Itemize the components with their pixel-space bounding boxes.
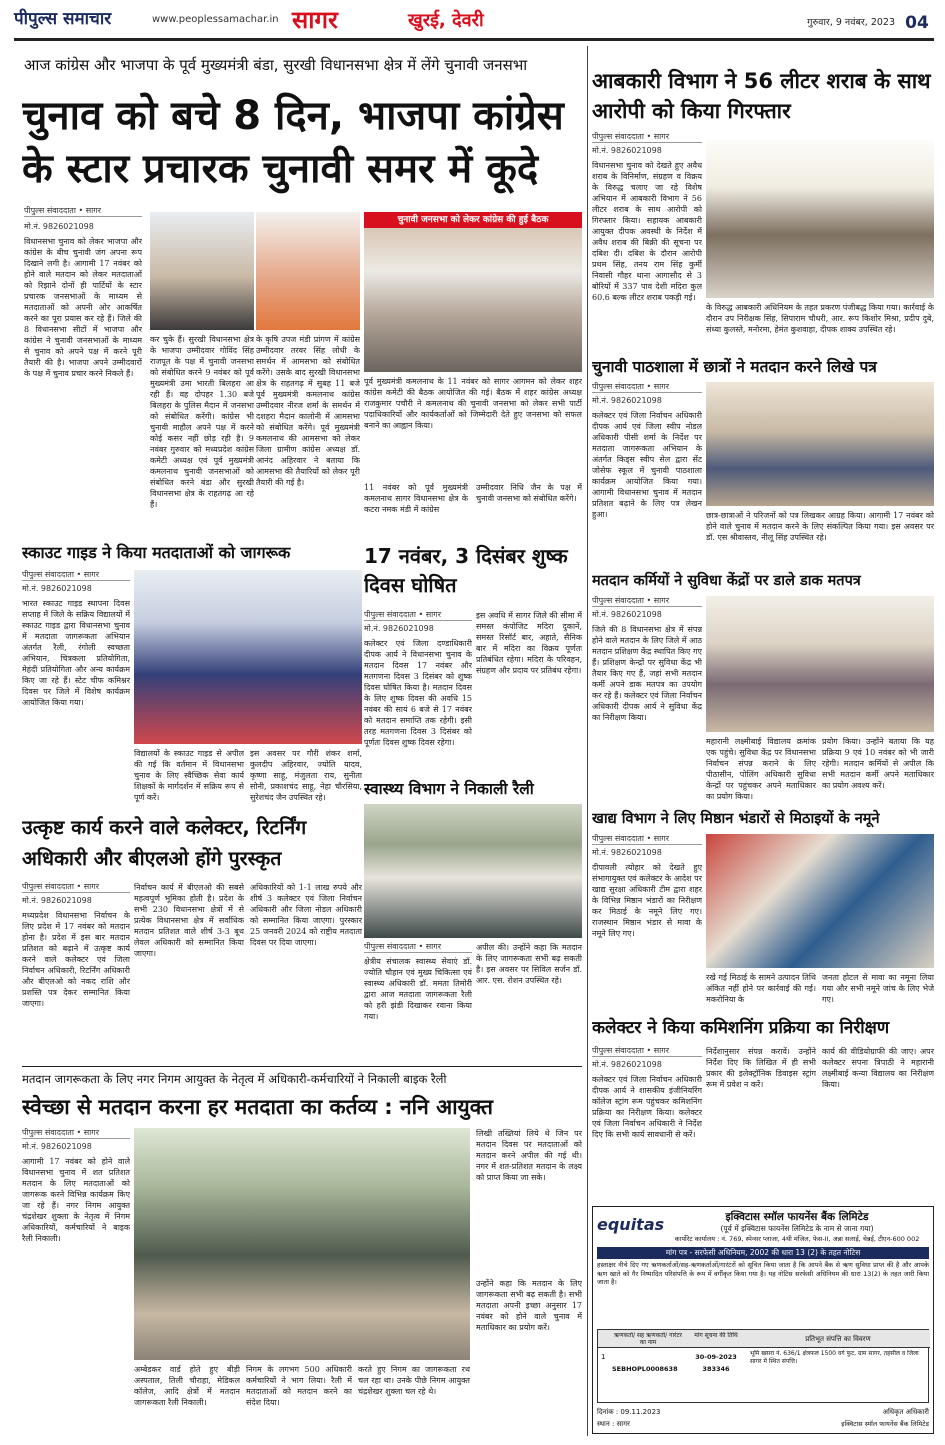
city: सागर xyxy=(653,132,670,141)
city: सागर xyxy=(653,1046,670,1055)
a10-col2: निर्देशानुसार संपन्न करावें। उन्होंने निर्देश दिए कि लिखित में ही सभी प्रकार की इलेक्ट्रॉनिक डिवाइस स्ट्रांग रूम में प्रवेश न करें। xyxy=(706,1047,816,1089)
a8-col1: मध्यप्रदेश विधानसभा निर्वाचन के लिए प्रदेश में 17 नवंबर को मतदान होना है। प्रदेश में इस बार मतदान प्रतिशत को बढ़ाने में उत्कृष्ट कार्य करने वाले कलेक्टर एवं जिला निर्वाचन अधिकारी, रिटर्निंग अधिकारी और बीएलओ को नकद राशि और प्रशस्ति पत्र देकर सम्मानित किया जाएगा। xyxy=(22,911,130,1008)
a1-photo-caption: चुनावी जनसभा को लेकर कांग्रेस की हुई बैठक xyxy=(364,212,582,228)
a1-col1: विधानसभा चुनाव को लेकर भाजपा और कांग्रेस के बीच चुनावी जंग अपना रूप दिखाने लगी है। आगामी 17 नवंबर को होने वाले मतदान को लेकर मतदाताओं को रिझाने दोनों ही पार्टियों के स्टार प्रचारक जनसभाओं के माध्यम से मतदाताओं को अपनी ओर आकर्षित करने का पूरा प्रयास कर रहे हैं। जिले की 8 विधानसभा सीटों में भाजपा और कांग्रेस ने चुनावी जनसभाओं के माध्यम से चुनाव को अपने पक्ष में करने पूरी तैयारी की है। भाजपा अपने उम्मीदवारों के पक्ष में चुनाव प्रचार करने निकले हैं। xyxy=(24,237,142,378)
a3-caption: छात्र-छात्राओं ने परिजनों को पत्र लिखकर आग्रह किया। आगामी 17 नवंबर को होने वाले चुनाव में मतदान करने के लिए संकल्पित किया गया। इस अवसर पर डॉ. एस श्रीवास्तव, नीलू सिंह उपस्थित रहे। xyxy=(706,511,934,542)
byline: पीपुल्स संवाददाता xyxy=(24,206,76,215)
a1-col4: पूर्व मुख्यमंत्री कमलनाथ के 11 नवंबर को सागर आगमन को लेकर शहर कांग्रेस कमेटी की बैठक आयोजित की गई। बैठक में शहर कांग्रेस अध्यक्ष राजकुमार पचौरी ने कमलनाथ की चुनावी जनसभा को लेकर सभी पार्टी पदाधिकारियों और कार्यकर्ताओं को जिम्मेदारी देते हुए जनसभा को सफल बनाने का आह्वान किया। xyxy=(364,377,582,430)
city: सागर xyxy=(83,1128,100,1137)
uma-bharti-photo xyxy=(256,212,360,330)
a5-byline: पीपुल्स संवाददाता • सागर xyxy=(364,610,472,621)
ad-address: कार्पोरेट कार्यालय : नं. 769, स्पेन्सर प्लाजा, 4थी मंजिल, फेस-II, अन्ना सलाई, चेन्नई, टीएन-600 002 xyxy=(674,1235,920,1243)
ad-date: दिनांक : 09.11.2023 xyxy=(597,1408,661,1416)
a11-headline: स्वेच्छा से मतदान करना हर मतदाता का कर्तव्य : ननि आयुक्त xyxy=(22,1095,493,1119)
ad-signatory-bank: इक्विटास स्मॉल फायनेंस बैंक लिमिटेड xyxy=(841,1420,929,1428)
ad-th-date: मांग सूचना की तिथि xyxy=(694,1332,738,1339)
ad-th-borrower: ऋणकर्ता/ सह ऋणकर्ता/ गारंटर का नाम xyxy=(614,1332,682,1346)
a4-col2: विद्यालयों के स्काउट गाइड से अपील की गई कि वर्तमान में विधानसभा चुनाव के लिए स्वैच्छिक सेवा कार्य शिक्षकों के मार्गदर्शन में सक्रिय रूप से पूर्ण करें। xyxy=(134,749,244,802)
students-letters-photo xyxy=(706,382,934,506)
section-divider xyxy=(22,1066,582,1067)
congress-meeting-photo xyxy=(364,228,582,372)
a11-byline: पीपुल्स संवाददाता • सागर xyxy=(22,1128,130,1139)
a4-headline: स्काउट गाइड ने किया मतदाताओं को जागरूक xyxy=(22,543,291,562)
a9-byline: पीपुल्स संवाददाता • सागर xyxy=(364,942,472,953)
a1-col3: के कृषि उपज मंडी प्रांगण में कांग्रेस उम्मीदवार तरवर सिंह लोधी के समर्थन में आमसभा को संबोधित करेंगे। उसके बाद सुरखी विधानसभा क्षेत्र के राहतगढ़ में सुबह 11 बजे पूर्व मुख्यमंत्री कमलनाथ कांग्रेस उम्मीदवार नीरज शर्मा के समर्थन में दशहरा मैदान कालोनी में आमसभा को संबोधित करेंगे। पूर्व मुख्यमंत्री कमलनाथ की आमसभा को लेकर जिला ग्रामीण कांग्रेस अध्यक्ष डॉ. आनंद अहिरवार ने बताया कि आमसभा की तैयारियों को लेकर पूरी तैयारी की गई है। xyxy=(256,335,360,487)
a7-body: दीपावली त्योहार को देखते हुए संभागायुक्त एवं कलेक्टर के आदेश पर खाद्य सुरक्षा अधिकारी टीम द्वारा शहर के विभिन्न मिष्ठान भंडारों का निरीक्षण कर मिठाई के नमूने लिए गए। राजस्थान मिष्ठान भंडार से मावा के नमूने लिए गए। xyxy=(592,863,702,938)
a10-byline: पीपुल्स संवाददाता • सागर xyxy=(592,1046,702,1057)
a10-mobile: मो.नं. 9826021098 xyxy=(592,1060,662,1069)
bank-notice-ad xyxy=(592,1206,934,1434)
a4-body: भारत स्काउट गाइड स्थापना दिवस सप्ताह में जिले के सक्रिय विद्यालयों में स्काउट गाइड द्वारा विधानसभा चुनाव में मतदाता जागरूकता अभियान अंतर्गत रैली, रंगोली स्वच्छता अभियान, चित्रकला प्रतियोगिता, मेहंदी प्रतियोगिता और अन्य कार्यक्रम किए जा रहे हैं। स्टेट चीफ कमिश्नर दिवस पर जिले में विशेष कार्यक्रम आयोजित किया गया। xyxy=(22,599,130,707)
byline: पीपुल्स संवाददाता xyxy=(364,610,416,619)
a7-col2: रखे गई मिठाई के सामने उत्पादन तिथि अंकित नहीं होने पर कार्रवाई की गई। मकरोनिया के xyxy=(706,973,816,1004)
a4-col3: इस अवसर पर गौरी शंकर शर्मा, कुलदीप अहिरवार, ज्योति यादव, कृष्णा साहू, मंजुलता राय, सुनीता सोनी, प्रकाशचंद साहू, नेहा चौरसिया, सुरेशचंद जैन उपस्थित रहे। xyxy=(250,749,362,802)
city: सागर xyxy=(653,596,670,605)
byline: पीपुल्स संवाददाता xyxy=(592,834,644,843)
masthead-rule xyxy=(14,38,934,41)
a11-col6: उन्होंने कहा कि मतदान के लिए जागरूकता सभी बढ़ सकती है। सभी मतदाता अपनी इच्छा अनुसार 17 नवंबर को होने वाले चुनाव में मताधिकार का प्रयोग करें। xyxy=(476,1279,582,1332)
a8-col3: अधिकारियों को 1-1 लाख रुपये और शीर्ष 3 कलेक्टर एवं जिला निर्वाचन अधिकारी और जिला नोडल अधिकारी को सम्मानित किया जाएगा। पुरस्कार 25 जनवरी 2024 को राष्ट्रीय मतदाता दिवस पर दिया जाएगा। xyxy=(250,883,362,947)
a5-col1: कलेक्टर एवं जिला दण्डाधिकारी दीपक आर्य ने विधानसभा चुनाव के मतदान दिवस 17 नवंबर और मतगणना दिवस 3 दिसंबर को शुष्क दिवस घोषित किया है। मतदान दिवस के लिए शुष्क दिवस की अवधि 15 नवंबर की सायं 6 बजे से 17 नवंबर को मतदान समाप्ति तक रहेगी। इसी तरह मतगणना दिवस 3 दिसंबर को पूर्णतः दिवस शुष्क दिवस रहेगा। xyxy=(364,639,472,747)
section-name: सागर xyxy=(292,6,338,34)
a9-body: क्षेत्रीय संचालक स्वास्थ्य सेवाएं डॉ. ज्योति चौहान एवं मुख्य चिकित्सा एवं स्वास्थ्य अधिकारी डॉ. ममता तिमोरी द्वारा आज मतदाता जागरूकता रैली को हरी झंडी दिखाकर रवाना किया गया। xyxy=(364,957,472,1021)
a5-mobile: मो.नं. 9826021098 xyxy=(364,624,434,633)
a8-byline: पीपुल्स संवाददाता • सागर xyxy=(22,882,130,893)
byline: पीपुल्स संवाददाता xyxy=(592,382,644,391)
a9-col2: अपील की। उन्होंने कहा कि मतदान के लिए जागरूकता सभी बढ़ सकती है। इस अवसर पर सिविल सर्जन डॉ. आर. एस. रोशन उपस्थित रहे। xyxy=(476,943,582,985)
a7-col3: जनता होटल से मावा का नमूना लिया गया और सभी नमूने जांच के लिए भेजे गए। xyxy=(822,973,934,1004)
ad-row-date: 30-09-2023 xyxy=(695,1353,737,1361)
a11-col1: आगामी 17 नवंबर को होने वाले विधानसभा चुनाव में शत प्रतिशत मतदान के लिए मतदाताओं को जागरूक करने विभिन्न कार्यक्रम किए जा रहे हैं। नगर निगम आयुक्त चंद्रशेखर शुक्ला के नेतृत्व में निगम अधिकारियों, कर्मचारियों ने बाइक रैली निकाली। xyxy=(22,1157,130,1243)
ad-row-property: भूमि खसरा नं. 636/1 क्षेत्रफल 1500 वर्ग फुट, ग्राम सागर, तहसील व जिला सागर में स्थित संपत्ति। xyxy=(750,1350,919,1365)
byline: पीपुल्स संवाददाता xyxy=(592,132,644,141)
byline: पीपुल्स संवाददाता xyxy=(592,596,644,605)
subsection-name: खुरई, देवरी xyxy=(408,10,484,31)
postal-ballot-photo xyxy=(706,596,934,732)
ad-body: हस्ताक्षर नीचे दिए गए ऋणकर्ताओं/सह-ऋणकर्ताओं/गारंटरों को सूचित किया जाता है कि आपने बैंक से ऋण सुविधा प्राप्त की है और आपके ऋण खाते को गैर निष्पादित परिसंपत्ति के रूप में वर्गीकृत किया गया है। यह नोटिस सरफेसी अधिनियम की धारा 13(2) के तहत जारी किया जाता है। xyxy=(597,1261,929,1286)
a3-byline: पीपुल्स संवाददाता • सागर xyxy=(592,382,702,393)
scout-guide-photo xyxy=(134,570,362,744)
a6-col3: प्रयोग किया। उन्होंने बताया कि यह प्रक्रिया 9 एवं 10 नवंबर को भी जारी रहेगी। मतदान कर्मियों से अपील कि सभी मतदान कर्मी अपने मताधिकार का प्रयोग अवश्य करें। xyxy=(822,737,934,790)
byline: पीपुल्स संवाददाता xyxy=(22,1128,74,1137)
a11-col2: अम्बेडकर वार्ड होते हुए बीड़ी अस्पताल, तिली चौराहा, मेडिकल कॉलेज, आदि क्षेत्रों में मतदान जागरूकता रैली निकाली। xyxy=(134,1365,240,1407)
ad-table xyxy=(597,1329,929,1403)
a2-headline: आबकारी विभाग ने 56 लीटर शराब के साथ आरोपी को किया गिरफ्तार xyxy=(592,69,931,123)
city: सागर xyxy=(425,942,442,951)
ad-th-property: प्रतिभूत संपत्ति का विवरण xyxy=(805,1335,871,1343)
byline: पीपुल्स संवाददाता xyxy=(364,942,416,951)
ad-place: स्थान : सागर xyxy=(597,1420,630,1428)
a6-col2: महारानी लक्ष्मीबाई विद्यालय क्रमांक एक पहुंचे। सुविधा केंद्र पर विधानसभा निर्वाचन संपन्न कराने के लिए पीठासीन, पोलिंग अधिकारी सुविधा केन्द्रों पर पहुंचकर अपने मताधिकार का प्रयोग किया। xyxy=(706,737,816,800)
a8-mobile: मो.नं. 9826021098 xyxy=(22,896,92,905)
city: सागर xyxy=(83,570,100,579)
a10-body: कलेक्टर एवं जिला निर्वाचन अधिकारी दीपक आर्य ने शासकीय इंजीनियरिंग कॉलेज स्ट्रांग रूम पहुंचकर कमिशनिंग प्रक्रिया का निरीक्षण किया। कलेक्टर एवं जिला निर्वाचन अधिकारी ने निर्देश दिए कि सभी कार्य सावधानी से करें। xyxy=(592,1075,702,1139)
column-rule xyxy=(587,46,588,1436)
equitas-logo: equitas xyxy=(597,1215,665,1234)
a1-col5: 11 नवंबर को पूर्व मुख्यमंत्री कमलनाथ सागर विधानसभा क्षेत्र के कटरा नमक मंडी में कांग्रेस xyxy=(364,483,468,514)
ad-row-number: 1 xyxy=(601,1353,606,1361)
a6-headline: मतदान कर्मियों ने सुविधा केंद्रों पर डाले डाक मतपत्र xyxy=(592,573,861,589)
health-rally-photo xyxy=(364,804,582,938)
ad-row-amount: 383346 xyxy=(702,1365,730,1373)
a3-headline: चुनावी पाठशाला में छात्रों ने मतदान करने लिखे पत्र xyxy=(592,358,877,376)
a3-mobile: मो.नं. 9826021098 xyxy=(592,396,662,405)
byline: पीपुल्स संवाददाता xyxy=(22,570,74,579)
ad-notice-title: मांग पत्र - सरफेसी अधिनियम, 2002 की धारा 13 (2) के तहत नोटिस xyxy=(597,1247,929,1259)
a7-byline: पीपुल्स संवाददाता • सागर xyxy=(592,834,702,845)
byline: पीपुल्स संवाददाता xyxy=(592,1046,644,1055)
a8-headline: उत्कृष्ट कार्य करने वाले कलेक्टर, रिटर्निंग अधिकारी और बीएलओ होंगे पुरस्कृत xyxy=(22,816,307,870)
a11-col4: करते हुए निगम का जागरूकता रथ चल रहा था। उनके पीछे निगम आयुक्त चंद्रशेखर शुक्ला चल रहे थे। xyxy=(358,1365,470,1396)
city: सागर xyxy=(85,206,102,215)
a2-body: विधानसभा चुनाव को देखते हुए अवैध शराब के विनिर्माण, संग्रहण व विक्रय के विरुद्ध चलाए जा रहे विशेष अभियान में आबकारी विभाग ने 56 लीटर शराब के साथ आरोपी को गिरफ्तार किया। सहायक आबकारी आयुक्त दीपक अवस्थी के निर्देश में अवैध शराब की बिक्री की सूचना पर दबिश दी। दबिश के दौरान आरोपी प्रथम सिंह, तनय राम सिंह कुर्मी निवासी गौहर थाना आगासौद से 3 बोरियों में 337 पाव देशी मदिरा कुल 60.6 बल्क लीटर शराब पकड़ी गई। xyxy=(592,161,702,302)
sweets-sampling-photo xyxy=(706,834,934,968)
issue-date: गुरुवार, 9 नवंबर, 2023 xyxy=(807,17,895,28)
ad-row-account: SEBHOPL0008638 xyxy=(612,1365,678,1373)
a7-mobile: मो.नं. 9826021098 xyxy=(592,848,662,857)
a5-headline: 17 नवंबर, 3 दिसंबर शुष्क दिवस घोषित xyxy=(364,544,568,597)
a2-byline: पीपुल्स संवाददाता • सागर xyxy=(592,132,702,143)
a1-byline: पीपुल्स संवाददाता • सागर xyxy=(24,206,142,217)
a7-headline: खाद्य विभाग ने लिए मिष्ठान भंडारों से मिठाइयों के नमूने xyxy=(592,811,880,827)
city: सागर xyxy=(425,610,442,619)
a11-kicker: मतदान जागरूकता के लिए नगर निगम आयुक्त के नेतृत्व में अधिकारी-कर्मचारियों ने निकाली बाइक रैली xyxy=(22,1072,447,1086)
city: सागर xyxy=(83,882,100,891)
a9-headline: स्वास्थ्य विभाग ने निकाली रैली xyxy=(364,780,534,798)
a1-kicker: आज कांग्रेस और भाजपा के पूर्व मुख्यमंत्री बंडा, सुरखी विधानसभा क्षेत्र में लेंगे चुनावी जनसभा xyxy=(24,56,528,74)
a11-col3: निगम के लगभग 500 अधिकारी कर्मचारियों ने भाग लिया। रैली में मतदाताओं को मतदान करने का संदेश दिया। xyxy=(246,1365,352,1407)
masthead-url[interactable]: www.peoplessamachar.in xyxy=(152,14,279,25)
ad-title: इक्विटास स्मॉल फायनेंस बैंक लिमिटेड xyxy=(725,1211,869,1223)
a8-col2: निर्वाचन कार्य में बीएलओ की सबसे महत्वपूर्ण भूमिका होती है। प्रदेश के सभी 230 विधानसभा क्षेत्रों में से प्रत्येक विधानसभा क्षेत्र में सर्वाधिक मतदान प्रतिशत वाले शीर्ष 3-3 बूथ लेवल अधिकारी को सम्मानित किया जाएगा। xyxy=(134,883,244,958)
a11-col5: लिखी तख्तियां लिये थे जिन पर मतदान दिवस पर मतदाताओं को मतदान करने अपील की गई थी। नगर में शत-प्रतिशत मतदान के लक्ष्य को प्राप्त किया जा सके। xyxy=(476,1129,582,1182)
a11-mobile: मो.नं. 9826021098 xyxy=(22,1142,92,1151)
a4-mobile: मो.नं. 9826021098 xyxy=(22,584,92,593)
a6-byline: पीपुल्स संवाददाता • सागर xyxy=(592,596,702,607)
excise-arrest-photo xyxy=(706,140,934,298)
a1-col2: कर चुके हैं। सुरखी विधानसभा क्षेत्र के भाजपा उम्मीदवार गोविंद सिंह राजपूत के पक्ष में चुनावी जनसभा को संबोधित करने 9 नवंबर को पूर्व मुख्यमंत्री उमा भारती बिलहरा आ रही हैं। वह दोपहर 1.30 बजे बिलहरा के पुलिस मैदान में जनसभा को संबोधित करेंगी। कांग्रेस भी चुनावी माहौल अपने पक्ष में करने कोई कसर नहीं छोड़ रही है। 9 नवंबर गुरुवार को मध्यप्रदेश कांग्रेस कमेटी अध्यक्ष एवं पूर्व मुख्यमंत्री कमलनाथ चुनावी जनसभाओं को संबोधित करने बंडा और सुरखी विधानसभा क्षेत्र के राहतगढ़ आ रहे हैं। xyxy=(150,335,254,509)
city: सागर xyxy=(653,834,670,843)
a1-mobile: मो.नं. 9826021098 xyxy=(24,222,94,231)
a6-body: जिले की 8 विधानसभा क्षेत्र में संपन्न होने वाले मतदान के लिए जिले में आठ मतदान प्रशिक्षण केंद्र स्थापित किए गए हैं। प्रशिक्षण केन्द्रों पर सुविधा केंद्र भी तैयार किए गए हैं, जहां सभी मतदान कर्मी अपने डाक मतपत्र का उपयोग कर रहे हैं। कलेक्टर एवं जिला निर्वाचन अधिकारी दीपक आर्य ने सुविधा केंद्र का निरीक्षण किया। xyxy=(592,625,702,722)
bike-rally-photo xyxy=(134,1128,470,1360)
page-number: 04 xyxy=(905,13,929,33)
byline: पीपुल्स संवाददाता xyxy=(22,882,74,891)
a3-body: कलेक्टर एवं जिला निर्वाचन अधिकारी दीपक आर्य एवं जिला स्वीप नोडल अधिकारी पीसी शर्मा के निर्देश पर मतदाता जागरूकता अभियान के अंतर्गत किड्स स्वीप सेल द्वारा सेंट जोसेफ स्कूल में चुनावी पाठशाला कार्यक्रम आयोजित किया गया। आगामी विधानसभा चुनाव में मतदान प्रतिशत बढ़ाने के लिए पत्र लेखन हुआ। xyxy=(592,411,702,519)
a5-col2: इस अवधि में सागर जिले की सीमा में समस्त कंपोजिट मदिरा दुकानें, समस्त रिसॉर्ट बार, अहाते, सैनिक बार में मदिरा का विक्रय पूर्णतः प्रतिबंधित रहेगा। मदिरा के परिवहन, संग्रहण और प्रदाय पर प्रतिबंध रहेगा। xyxy=(476,611,582,675)
a1-col6: उम्मीदवार निधि जैन के पक्ष में चुनावी जनसभा को संबोधित करेंगे। xyxy=(476,483,582,503)
city: सागर xyxy=(653,382,670,391)
a10-headline: कलेक्टर ने किया कमिशनिंग प्रक्रिया का निरीक्षण xyxy=(592,1018,890,1038)
a1-headline: चुनाव को बचे 8 दिन, भाजपा कांग्रेस के स्टार प्रचारक चुनावी समर में कूदे xyxy=(22,93,564,192)
masthead-logo: पीपुल्स समाचार xyxy=(14,9,112,29)
ad-subtitle: (पूर्व में इक्विटास फायनेंस लिमिटेड के नाम से जाना गया) xyxy=(720,1224,874,1233)
a10-col3: कार्य की वीडियोग्राफी की जाए। अपर कलेक्टर सपना त्रिपाठी ने महारानी लक्ष्मीबाई कन्या विद्यालय का निरीक्षण किया। xyxy=(822,1047,934,1089)
a6-mobile: मो.नं. 9826021098 xyxy=(592,610,662,619)
ad-signatory: अधिकृत अधिकारी xyxy=(882,1408,929,1416)
a4-byline: पीपुल्स संवाददाता • सागर xyxy=(22,570,130,581)
a2-caption: के विरुद्ध आबकारी अधिनियम के तहत प्रकरण पंजीबद्ध किया गया। कार्रवाई के दौरान उप निरीक्षक सिंह, सिपाराम चौधरी, आर. रूप किशोर मिश्रा, प्रदीप दुबे, संध्या कुलस्ते, मनोरमा, हेमंत कुशवाहा, दीपक शाक्य उपस्थित रहे। xyxy=(706,303,934,334)
a2-mobile: मो.नं. 9826021098 xyxy=(592,146,662,155)
kamalnath-photo xyxy=(150,212,254,330)
